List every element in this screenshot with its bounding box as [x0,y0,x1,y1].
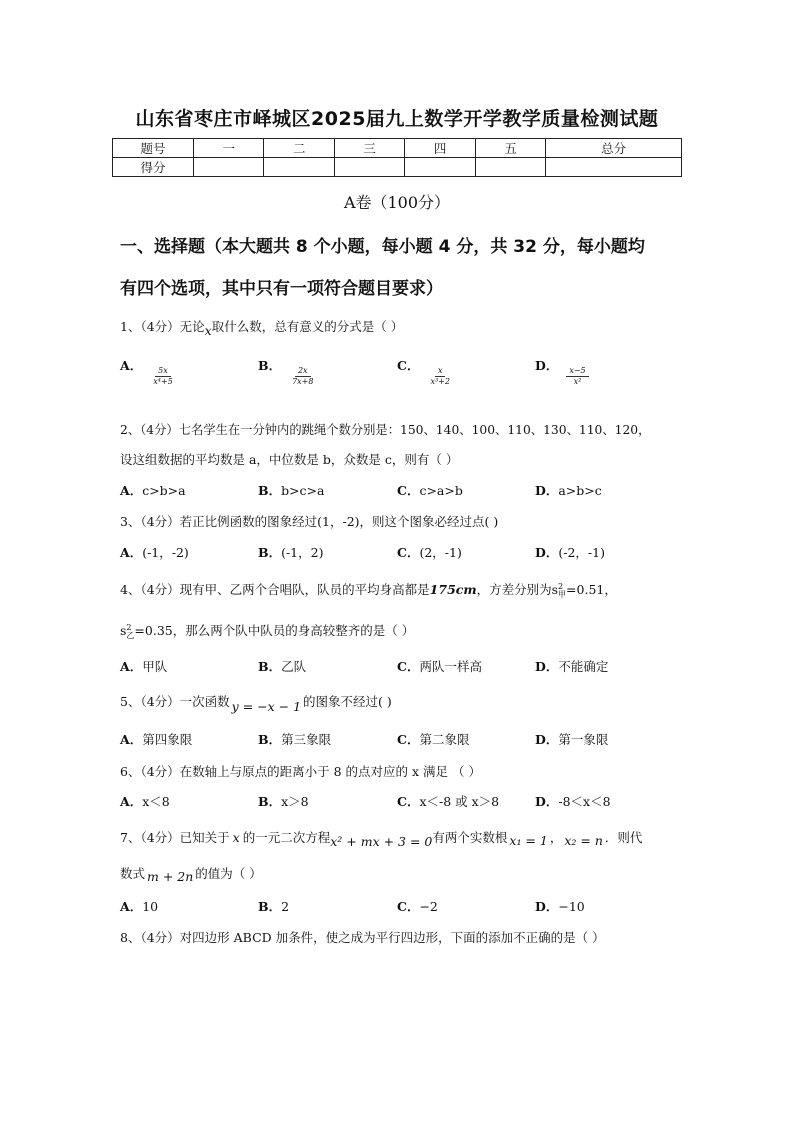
question-text: 的图象不经过( ) [303,694,392,709]
option-label: C． [397,794,420,809]
math-expression: m + 2n [147,869,194,884]
score-cell[interactable] [194,158,264,177]
option-text: (-1，2) [281,545,324,560]
option-label: D． [535,545,559,560]
question-text: 5、（4分）一次函数 [120,694,230,709]
option-label: C． [397,732,420,747]
option-d[interactable] [535,730,608,748]
option-text: (-1，-2) [142,545,189,560]
table-cell: 得分 [113,158,194,177]
option-text: b>c>a [281,483,325,498]
fraction-numerator: x [435,366,446,377]
option-text: 2 [281,899,290,914]
option-text: x＜8 [142,794,170,809]
question-2-line-1: 2、（4分）七名学生在一分钟内的跳绳个数分别是：150、140、100、110、130、110、120， [120,423,651,437]
question-text: ， [549,830,563,845]
question-7-line-2 [120,864,262,882]
table-cell: 二 [264,139,334,158]
option-label: B． [258,794,282,809]
option-text: x＞8 [281,794,309,809]
option-text: −10 [558,899,585,914]
option-label: D． [535,358,559,373]
math-variable: x [204,323,212,338]
option-text: 两队一样高 [419,659,482,674]
subscript-yi: 乙 [126,630,135,640]
option-label: C． [397,545,420,560]
fraction-numerator: 2x [295,366,311,377]
question-text: 有两个实数根 [432,830,508,845]
fraction-denominator: x³+2 [430,377,450,386]
option-text: 甲队 [142,659,168,674]
option-text: (-2，-1) [558,545,605,560]
option-c[interactable] [397,543,462,561]
option-c[interactable] [397,897,438,915]
option-d[interactable] [535,897,585,915]
question-text: 4、（4分）现有甲、乙两个合唱队，队员的平均身高都是 [120,582,430,597]
option-label: B． [258,358,282,373]
variance-script: 2 甲 [558,581,567,599]
option-d[interactable] [535,543,605,561]
question-1 [120,317,404,338]
question-text: 的一元二次方程 [242,830,331,845]
math-root-2: x₂ = n [564,833,603,848]
part1-heading-line1: 一、选择题（本大题共 8 个小题，每小题 4 分，共 32 分，每小题均 [120,237,645,257]
option-text: 第一象限 [558,732,609,747]
score-cell[interactable] [334,158,404,177]
question-4-line-2 [120,621,414,640]
table-cell: 一 [194,139,264,158]
option-text: -8＜x＜8 [558,794,611,809]
table-cell: 四 [405,139,475,158]
option-label: C． [397,899,420,914]
fraction [566,366,588,387]
table-cell: 总分 [546,139,682,158]
option-b[interactable] [258,657,306,675]
option-label: D． [535,659,559,674]
table-cell: 题号 [113,139,194,158]
option-b[interactable] [258,481,324,499]
subscript-jia: 甲 [558,589,567,599]
option-label: B． [258,899,282,914]
option-d[interactable] [535,657,608,675]
option-c[interactable] [397,657,482,675]
variance-symbol: s [120,623,127,638]
section-a-title: A卷（100分） [343,193,451,212]
option-d[interactable] [535,356,589,386]
option-c[interactable] [397,356,453,386]
score-table [112,138,682,177]
option-label: D． [535,732,559,747]
option-d[interactable] [535,792,611,810]
fraction-denominator: 7x+8 [292,377,314,386]
option-label: A． [120,732,143,747]
option-text: c>a>b [419,483,463,498]
option-b[interactable] [258,897,289,915]
fraction [289,366,316,387]
option-b[interactable] [258,356,316,386]
fraction [427,366,453,387]
math-equation: x² + mx + 3 = 0 [330,834,433,849]
score-cell[interactable] [264,158,334,177]
score-table-score-row [113,158,682,177]
fraction [150,366,176,387]
option-a[interactable] [120,481,186,499]
question-text: 取什么数，总有意义的分式是（ ） [211,319,404,334]
option-text: 第三象限 [281,732,332,747]
fraction-denominator: x⁴+5 [153,377,173,386]
option-label: A． [120,794,143,809]
option-label: A． [120,358,143,373]
question-text: 1、（4分）无论 [120,319,205,334]
score-cell[interactable] [546,158,682,177]
question-text: ，方差分别为 [476,582,552,597]
option-label: C． [397,358,420,373]
height-value: 175cm [429,582,477,597]
option-label: B． [258,483,282,498]
option-label: A． [120,659,143,674]
option-b[interactable] [258,543,323,561]
option-d[interactable] [535,481,602,499]
option-label: D． [535,483,559,498]
question-text: 数式 [120,866,146,881]
fraction-numerator: 5x [155,366,171,377]
option-text: 第四象限 [142,732,193,747]
option-label: A． [120,899,143,914]
option-b[interactable] [258,792,309,810]
variance-value: =0.51， [566,582,617,597]
question-text: 的值为（ ） [195,866,262,881]
option-a[interactable] [120,657,167,675]
option-label: B． [258,732,282,747]
option-c[interactable] [397,792,499,810]
option-label: A． [120,483,143,498]
question-8: 8、（4分）对四边形 ABCD 加条件，使之成为平行四边形，下面的添加不正确的是（ ） [120,930,605,945]
option-label: A． [120,545,143,560]
option-a[interactable] [120,897,158,915]
option-label: C． [397,483,420,498]
option-a[interactable] [120,792,170,810]
option-text: 乙队 [281,659,307,674]
option-text: 10 [142,899,159,914]
option-text: 不能确定 [558,659,609,674]
option-label: C． [397,659,420,674]
option-text: 第二象限 [419,732,470,747]
option-text: −2 [419,899,438,914]
option-label: D． [535,794,559,809]
variance-symbol: s [551,582,559,597]
table-cell: 五 [475,139,545,158]
question-3: 3、（4分）若正比例函数的图象经过(1，-2)，则这个图象必经过点( ) [120,514,499,529]
variance-script: 2 乙 [126,622,135,640]
option-c[interactable] [397,730,469,748]
question-text: 7、（4分）已知关于 [120,830,230,845]
part1-heading-line2: 有四个选项，其中只有一项符合题目要求） [120,279,443,299]
question-5 [120,692,392,714]
math-variable: x [232,830,240,845]
option-b[interactable] [258,730,331,748]
score-table-header-row [113,139,682,158]
option-text: a>b>c [558,483,602,498]
score-cell[interactable] [475,158,545,177]
option-text: c>b>a [142,483,186,498]
option-text: x＜-8 或 x＞8 [419,794,500,809]
table-cell: 三 [334,139,404,158]
question-4-line-1 [120,580,617,599]
option-a[interactable] [120,543,189,561]
option-label: B． [258,545,282,560]
score-cell[interactable] [405,158,475,177]
option-c[interactable] [397,481,463,499]
option-label: B． [258,659,282,674]
fraction-numerator: x−5 [566,366,588,377]
question-text: =0.35，那么两个队中队员的身高较整齐的是（ ） [134,623,415,638]
option-label: D． [535,899,559,914]
option-a[interactable] [120,356,176,386]
question-2-line-2: 设这组数据的平均数是 a，中位数是 b，众数是 c，则有（ ） [120,452,459,467]
math-root-1: x₁ = 1 [509,833,548,848]
fraction-denominator: x² [573,377,582,386]
option-text: (2，-1) [419,545,462,560]
question-6: 6、（4分）在数轴上与原点的距离小于 8 的点对应的 x 满足 （ ） [120,764,481,779]
math-function: y = −x − 1 [231,699,302,714]
question-text: ．则代 [604,830,643,845]
option-a[interactable] [120,730,192,748]
question-7-line-1 [120,828,643,849]
exam-title: 山东省枣庄市峄城区2025届九上数学开学教学质量检测试题 [135,108,659,130]
